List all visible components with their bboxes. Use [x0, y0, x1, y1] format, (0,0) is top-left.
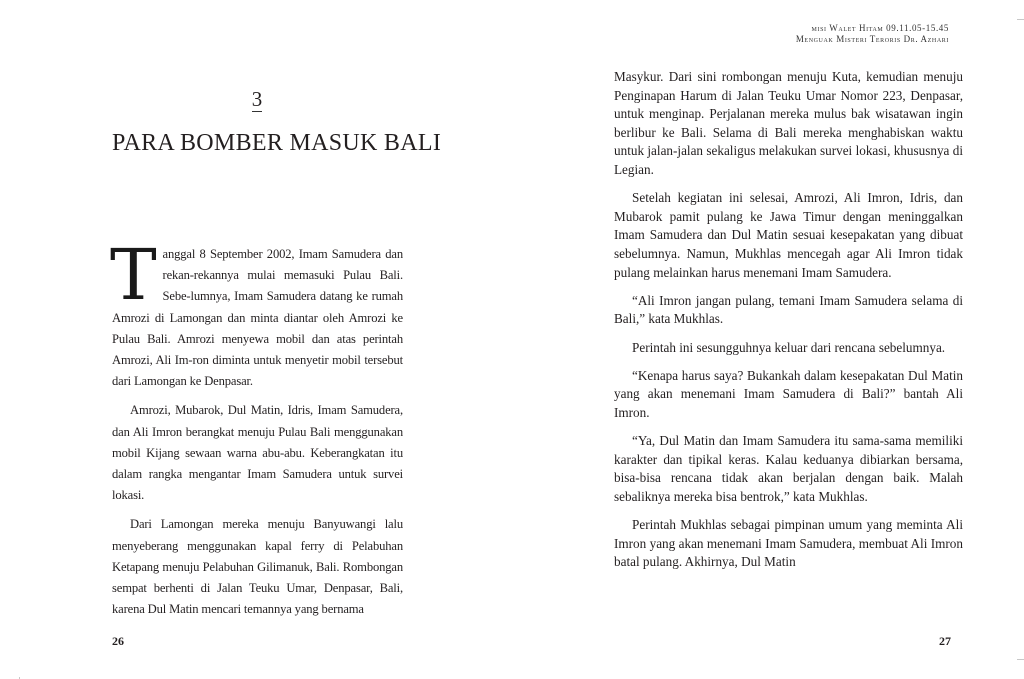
paragraph [110, 234, 403, 392]
paragraph: “Ya, Dul Matin dan Imam Samudera itu sama-sama memiliki karakter dan tipikal keras. Kalau keduanya dibiarkan bersama, bisa-bisa rencana tidak akan berjalan dengan baik. Malah sebaliknya mereka bisa bentrok,” kata Mukhlas. [614, 433, 963, 504]
paragraph: Masykur. Dari sini rombongan menuju Kuta, kemudian menuju Penginapan Harum di Jalan Teuku Umar Nomor 223, Denpasar, untuk menginap. Perjalanan mereka mulus bak wisatawan ingin berlibur ke Bali. Selama di Bali mereka menghabiskan waktu untuk jalan-jalan sekaligus melakukan survei lokasi, khususnya di Legian. [614, 69, 963, 177]
page-number-right: 27 [939, 634, 951, 648]
chapter-number [112, 87, 402, 112]
crop-mark [1017, 659, 1024, 660]
right-page [512, 0, 1024, 679]
drop-cap: T [110, 234, 157, 316]
page-number-left: 26 [112, 634, 124, 648]
chapter-number-text: 3 [251, 87, 263, 111]
paragraph: “Kenapa harus saya? Bukankah dalam kesepakatan Dul Matin yang akan menemani Imam Samudera di Bali?” bantah Ali Imron. [614, 367, 963, 420]
right-body-text [614, 68, 963, 581]
chapter-title: PARA BOMBER MASUK BALI [112, 130, 442, 156]
crop-mark [1017, 19, 1024, 20]
paragraph: Perintah ini sesungguhnya keluar dari rencana sebelumnya. [632, 339, 946, 355]
running-header-line-1: misi Walet Hitam 09.11.05-15.45 [811, 23, 949, 33]
paragraph: Dari Lamongan mereka menuju Banyuwangi lalu menyeberang menggunakan kapal ferry di Pelabuhan Ketapang menuju Pelabuhan Gilimanuk, Bali. Rombongan sempat berhenti di Jalan Teuku Umar, Denpasar, Bali, karena Dul Matin mencari temannya yang bernama [112, 517, 403, 617]
paragraph: “Ali Imron jangan pulang, temani Imam Samudera selama di Bali,” kata Mukhlas. [614, 292, 963, 327]
paragraph: Perintah Mukhlas sebagai pimpinan umum yang meminta Ali Imron yang akan menemani Imam Samudera, membuat Ali Imron batal pulang. Akhirnya, Dul Matin [614, 517, 963, 570]
paragraph: Setelah kegiatan ini selesai, Amrozi, Ali Imron, Idris, dan Mubarok pamit pulang ke Jawa Timur dengan meninggalkan Imam Samudera dan Dul Matin sesuai kesepakatan yang dibuat sebelumnya. Namun, Mukhlas mencegah agar Ali Imron tidak pulang melainkan harus menemani Imam Samudera. [614, 190, 963, 280]
paragraph: Amrozi, Mubarok, Dul Matin, Idris, Imam Samudera, dan Ali Imron berangkat menuju Pulau Bali menggunakan mobil Kijang sewaan warna abu-abu. Keberangkatan itu dalam rangka mengantar Imam Samudera untuk survei lokasi. [112, 403, 403, 503]
running-header-line-2: Menguak Misteri Teroris Dr. Azhari [795, 34, 949, 44]
left-body-text [110, 234, 403, 628]
running-header [796, 23, 949, 45]
paragraph-text: anggal 8 September 2002, Imam Samudera dan rekan-rekannya mulai memasuki Pulau Bali. Sebe-lumnya, Imam Samudera datang ke rumah Amrozi di Lamongan dan minta diantar oleh Amrozi ke Pulau Bali. Amrozi menyewa mobil dan atas perintah Amrozi, Ali Im-ron diminta untuk menyetir mobil tersebut dari Lamongan ke Denpasar. [112, 247, 403, 389]
